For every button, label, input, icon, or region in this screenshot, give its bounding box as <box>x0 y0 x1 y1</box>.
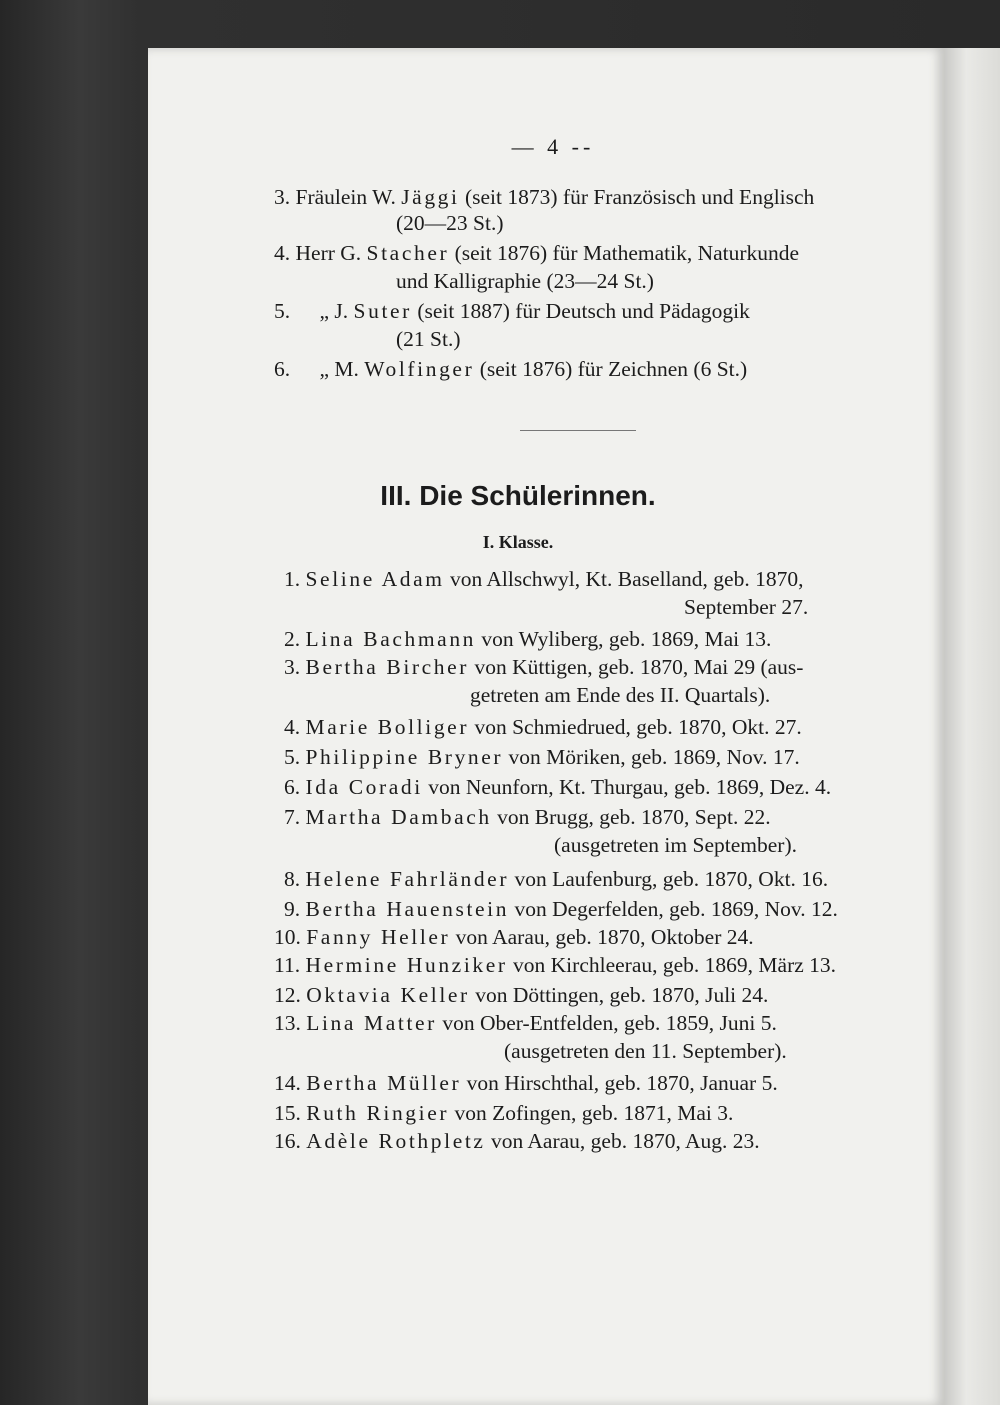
student-name: Helene Fahrländer <box>305 867 510 891</box>
section-divider <box>520 430 636 431</box>
student-details: von Hirschthal, geb. 1870, Januar 5. <box>466 1071 778 1095</box>
student-entry <box>274 982 768 1008</box>
student-details: von Laufenburg, geb. 1870, Okt. 16. <box>514 867 829 891</box>
entry-number: 5. <box>284 745 301 769</box>
student-name: Bertha Müller <box>306 1071 462 1095</box>
student-name: Philippine Bryner <box>305 745 504 769</box>
entry-number: 8. <box>284 867 301 891</box>
teacher-title: Fräulein W. <box>295 185 396 209</box>
student-details: von Möriken, geb. 1869, Nov. 17. <box>508 745 800 769</box>
student-name: Oktavia Keller <box>306 983 470 1007</box>
student-entry <box>284 626 771 652</box>
document-page <box>148 48 944 1405</box>
student-name: Hermine Hunziker <box>305 953 508 977</box>
entry-number: 4. <box>274 241 291 265</box>
student-name: Ida Coradi <box>305 775 423 799</box>
student-entry-continuation: (ausgetreten den 11. September). <box>504 1039 787 1063</box>
entry-number: 3. <box>274 185 291 209</box>
entry-number: 4. <box>284 715 301 739</box>
teacher-details: (seit 1876) für Zeichnen (6 St.) <box>479 357 748 381</box>
teacher-details: (seit 1873) für Französisch und Englisch <box>464 185 815 209</box>
entry-number: 6. <box>284 775 301 799</box>
student-name: Fanny Heller <box>306 925 451 949</box>
student-details: von Kirchleerau, geb. 1869, März 13. <box>513 953 837 977</box>
teacher-entry <box>274 240 799 266</box>
entry-number: 1. <box>284 567 301 591</box>
student-details: von Allschwyl, Kt. Baselland, geb. 1870, <box>449 567 804 591</box>
entry-number: 14. <box>274 1071 301 1095</box>
entry-number: 3. <box>284 655 301 679</box>
student-entry <box>274 1100 733 1126</box>
teacher-entry-continuation: und Kalligraphie (23—24 St.) <box>396 269 654 293</box>
page-number: — 4 -- <box>511 134 595 159</box>
student-details: von Neunforn, Kt. Thurgau, geb. 1869, Dez. 4. <box>428 775 832 799</box>
student-entry <box>274 952 836 978</box>
teacher-name: Wolfinger <box>364 357 475 381</box>
entry-number: 16. <box>274 1129 301 1153</box>
student-entry <box>274 1070 778 1096</box>
student-name: Martha Dambach <box>305 805 492 829</box>
entry-number: 15. <box>274 1101 301 1125</box>
student-entry <box>284 714 802 740</box>
student-entry <box>284 654 803 680</box>
student-details: von Zofingen, geb. 1871, Mai 3. <box>454 1101 734 1125</box>
student-details: von Döttingen, geb. 1870, Juli 24. <box>475 983 769 1007</box>
student-entry-continuation: (ausgetreten im September). <box>554 833 797 857</box>
student-entry <box>284 774 831 800</box>
student-entry <box>284 896 838 922</box>
student-details: von Degerfelden, geb. 1869, Nov. 12. <box>514 897 838 921</box>
entry-number: 12. <box>274 983 301 1007</box>
entry-number: 7. <box>284 805 301 829</box>
student-details: von Aarau, geb. 1870, Aug. 23. <box>490 1129 760 1153</box>
entry-number: 11. <box>274 953 301 977</box>
section-title: III. Die Schülerinnen. <box>380 480 656 511</box>
teacher-name: Suter <box>353 299 412 323</box>
teacher-entry-continuation: (21 St.) <box>396 327 461 351</box>
teacher-details: (seit 1887) für Deutsch und Pädagogik <box>417 299 750 323</box>
student-name: Seline Adam <box>305 567 445 591</box>
student-entry <box>284 744 800 770</box>
class-title: I. Klasse. <box>482 532 554 552</box>
entry-number: 13. <box>274 1011 301 1035</box>
student-entry <box>284 804 771 830</box>
student-details: von Schmiedrued, geb. 1870, Okt. 27. <box>474 715 802 739</box>
entry-number: 5. <box>274 299 291 323</box>
student-entry <box>284 866 828 892</box>
teacher-details: (seit 1876) für Mathematik, Naturkunde <box>454 241 800 265</box>
teacher-entry <box>274 298 750 324</box>
student-entry-continuation: getreten am Ende des II. Quartals). <box>470 683 771 707</box>
student-name: Lina Bachmann <box>305 627 477 651</box>
student-details: von Brugg, geb. 1870, Sept. 22. <box>497 805 771 829</box>
teacher-entry <box>274 356 747 382</box>
adjacent-page-edge <box>944 48 1000 1405</box>
student-entry <box>274 1010 777 1036</box>
student-details: von Wyliberg, geb. 1869, Mai 13. <box>481 627 772 651</box>
teacher-name: Stacher <box>366 241 450 265</box>
teacher-title: Herr G. <box>295 241 362 265</box>
teacher-title: „ J. <box>319 299 349 323</box>
student-name: Bertha Hauenstein <box>305 897 510 921</box>
student-name: Lina Matter <box>306 1011 437 1035</box>
entry-number: 9. <box>284 897 301 921</box>
entry-number: 10. <box>274 925 301 949</box>
entry-number: 6. <box>274 357 291 381</box>
entry-number: 2. <box>284 627 301 651</box>
student-name: Marie Bolliger <box>305 715 470 739</box>
student-details: von Ober-Entfelden, geb. 1859, Juni 5. <box>442 1011 777 1035</box>
teacher-title: „ M. <box>319 357 359 381</box>
student-details: von Küttigen, geb. 1870, Mai 29 (aus- <box>474 655 804 679</box>
student-entry <box>284 566 803 592</box>
student-name: Bertha Bircher <box>305 655 470 679</box>
teacher-entry-continuation: (20—23 St.) <box>396 211 504 235</box>
student-entry <box>274 1128 760 1154</box>
student-entry-continuation: September 27. <box>684 595 809 619</box>
student-details: von Aarau, geb. 1870, Oktober 24. <box>455 925 754 949</box>
student-name: Adèle Rothpletz <box>306 1129 486 1153</box>
teacher-entry <box>274 184 814 210</box>
student-name: Ruth Ringier <box>306 1101 450 1125</box>
teacher-name: Jäggi <box>401 185 460 209</box>
student-entry <box>274 924 754 950</box>
